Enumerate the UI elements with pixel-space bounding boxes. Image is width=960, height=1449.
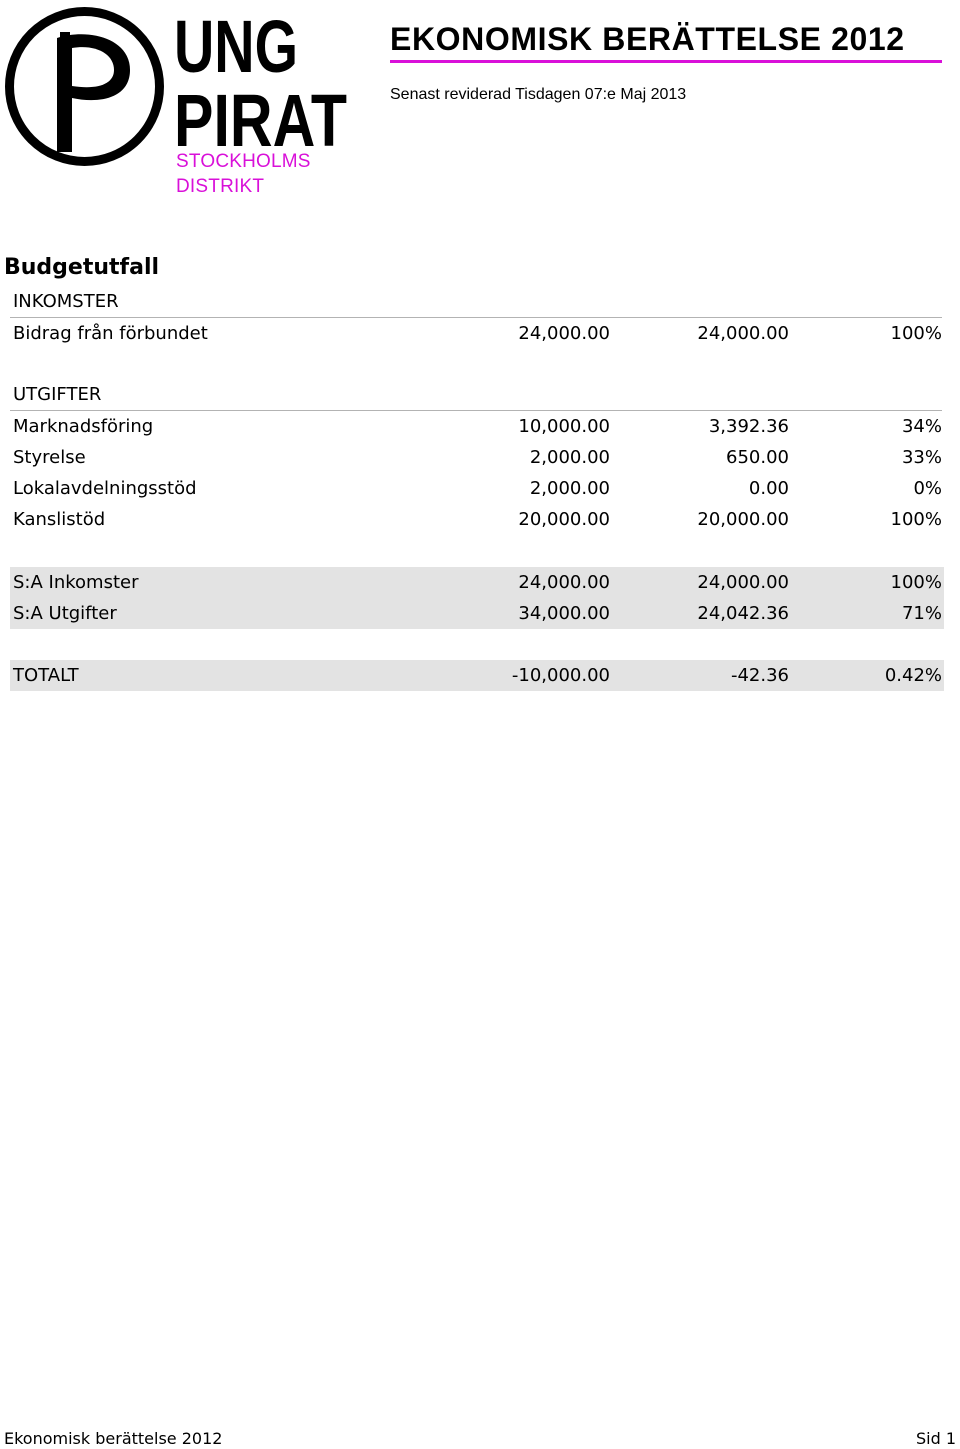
row-label: S:A Utgifter <box>13 603 117 624</box>
row-outcome: 650.00 <box>726 447 789 468</box>
table-row <box>10 473 944 504</box>
row-label: Styrelse <box>13 447 86 468</box>
row-label: S:A Inkomster <box>13 572 139 593</box>
table-row <box>10 318 944 349</box>
logo-district-line1: STOCKHOLMS <box>176 151 311 172</box>
row-label: Kanslistöd <box>13 509 106 530</box>
footer-page-number: Sid 1 <box>915 1429 956 1448</box>
footer-document-name: Ekonomisk berättelse 2012 <box>4 1429 223 1448</box>
row-outcome: 24,000.00 <box>697 323 789 344</box>
row-percent: 34% <box>901 416 942 437</box>
total-row <box>10 660 944 691</box>
row-outcome: 20,000.00 <box>697 509 789 530</box>
row-budget: 2,000.00 <box>529 478 610 499</box>
svg-text:UNG: UNG <box>174 8 298 88</box>
row-outcome: 3,392.36 <box>708 416 789 437</box>
section-heading: Budgetutfall <box>4 255 160 280</box>
row-budget: -10,000.00 <box>511 665 610 686</box>
row-percent: 0% <box>913 478 942 499</box>
row-label: Lokalavdelningsstöd <box>13 478 197 499</box>
row-percent: 100% <box>890 323 942 344</box>
row-percent: 71% <box>901 603 942 624</box>
logo-district-line2: DISTRIKT <box>176 176 265 197</box>
row-outcome: 24,042.36 <box>697 603 789 624</box>
row-budget: 20,000.00 <box>518 509 610 530</box>
row-outcome: 24,000.00 <box>697 572 789 593</box>
income-group-label: INKOMSTER <box>10 287 942 318</box>
revision-date: Senast reviderad Tisdagen 07:e Maj 2013 <box>390 86 687 103</box>
expense-group-label: UTGIFTER <box>10 380 942 411</box>
row-percent: 100% <box>890 572 942 593</box>
row-budget: 24,000.00 <box>518 572 610 593</box>
pirate-flag-icon <box>2 4 167 169</box>
svg-text:PIRAT: PIRAT <box>174 79 347 148</box>
row-label: TOTALT <box>13 665 79 686</box>
table-row <box>10 442 944 473</box>
row-percent: 0.42% <box>884 665 942 686</box>
row-percent: 33% <box>901 447 942 468</box>
row-outcome: -42.36 <box>730 665 789 686</box>
row-budget: 24,000.00 <box>518 323 610 344</box>
table-row <box>10 411 944 442</box>
summary-row <box>10 567 944 598</box>
row-label: Marknadsföring <box>13 416 154 437</box>
row-budget: 2,000.00 <box>529 447 610 468</box>
row-budget: 10,000.00 <box>518 416 610 437</box>
logo-district <box>176 149 311 199</box>
summary-row <box>10 598 944 629</box>
row-budget: 34,000.00 <box>518 603 610 624</box>
row-outcome: 0.00 <box>748 478 789 499</box>
logo-wordmark <box>174 8 354 148</box>
document-title: EKONOMISK BERÄTTELSE 2012 <box>390 20 942 63</box>
table-row <box>10 504 944 535</box>
row-label: Bidrag från förbundet <box>13 323 208 344</box>
row-percent: 100% <box>890 509 942 530</box>
